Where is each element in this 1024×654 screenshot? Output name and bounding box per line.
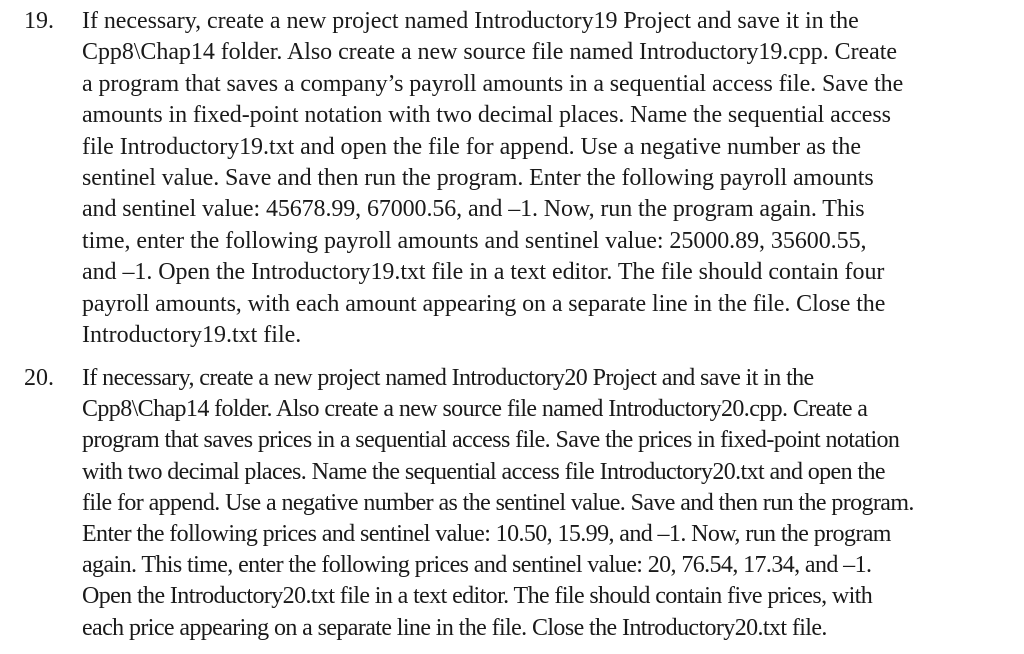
exercise-text-line: time, enter the following payroll amounts and sentinel value: 25000.89, 35600.55, [82,227,867,254]
exercise-text-line: and sentinel value: 45678.99, 67000.56, and –1. Now, run the program again. This [82,196,865,223]
exercise-text-line: Cpp8\Chap14 folder. Also create a new source file named Introductory20.cpp. Create a [82,396,868,423]
exercise-text-line: Open the Introductory20.txt file in a text editor. The file should contain five prices, with [82,583,873,610]
exercise-text-line: amounts in fixed-point notation with two decimal places. Name the sequential access [82,102,891,129]
exercise-text-line: Introductory19.txt file. [82,322,302,348]
exercise-text-line: again. This time, enter the following prices and sentinel value: 20, 76.54, 17.34, and –1. [82,552,872,579]
exercise-number: 20. [24,365,54,391]
exercise-text-line: Cpp8\Chap14 folder. Also create a new source file named Introductory19.cpp. Create [82,39,897,66]
exercise-text-line: Enter the following prices and sentinel value: 10.50, 15.99, and –1. Now, run the program [82,521,891,547]
exercise-text-line: a program that saves a company’s payroll amounts in a sequential access file. Save the [82,70,904,97]
exercise-text-line: If necessary, create a new project named Introductory20 Project and save it in the [82,365,814,391]
exercise-text-line: sentinel value. Save and then run the program. Enter the following payroll amounts [82,165,874,191]
exercise-text-line: If necessary, create a new project named Introductory19 Project and save it in the [82,8,859,34]
exercise-text-line: and –1. Open the Introductory19.txt file in a text editor. The file should contain four [82,259,885,286]
exercise-text-line: each price appearing on a separate line in the file. Close the Introductory20.txt file. [82,614,827,641]
exercise-text-line: file Introductory19.txt and open the file for append. Use a negative number as the [82,133,861,160]
exercise-19 [0,6,1024,352]
exercise-number: 19. [24,8,54,34]
exercise-text-line: program that saves prices in a sequential access file. Save the prices in fixed-point notation [82,427,900,454]
exercise-20 [0,363,1024,653]
exercise-text-line: payroll amounts, with each amount appearing on a separate line in the file. Close the [82,290,886,317]
exercise-text-line: file for append. Use a negative number as the sentinel value. Save and then run the program. [82,489,914,516]
exercise-text-line: with two decimal places. Name the sequential access file Introductory20.txt and open the [82,458,885,485]
